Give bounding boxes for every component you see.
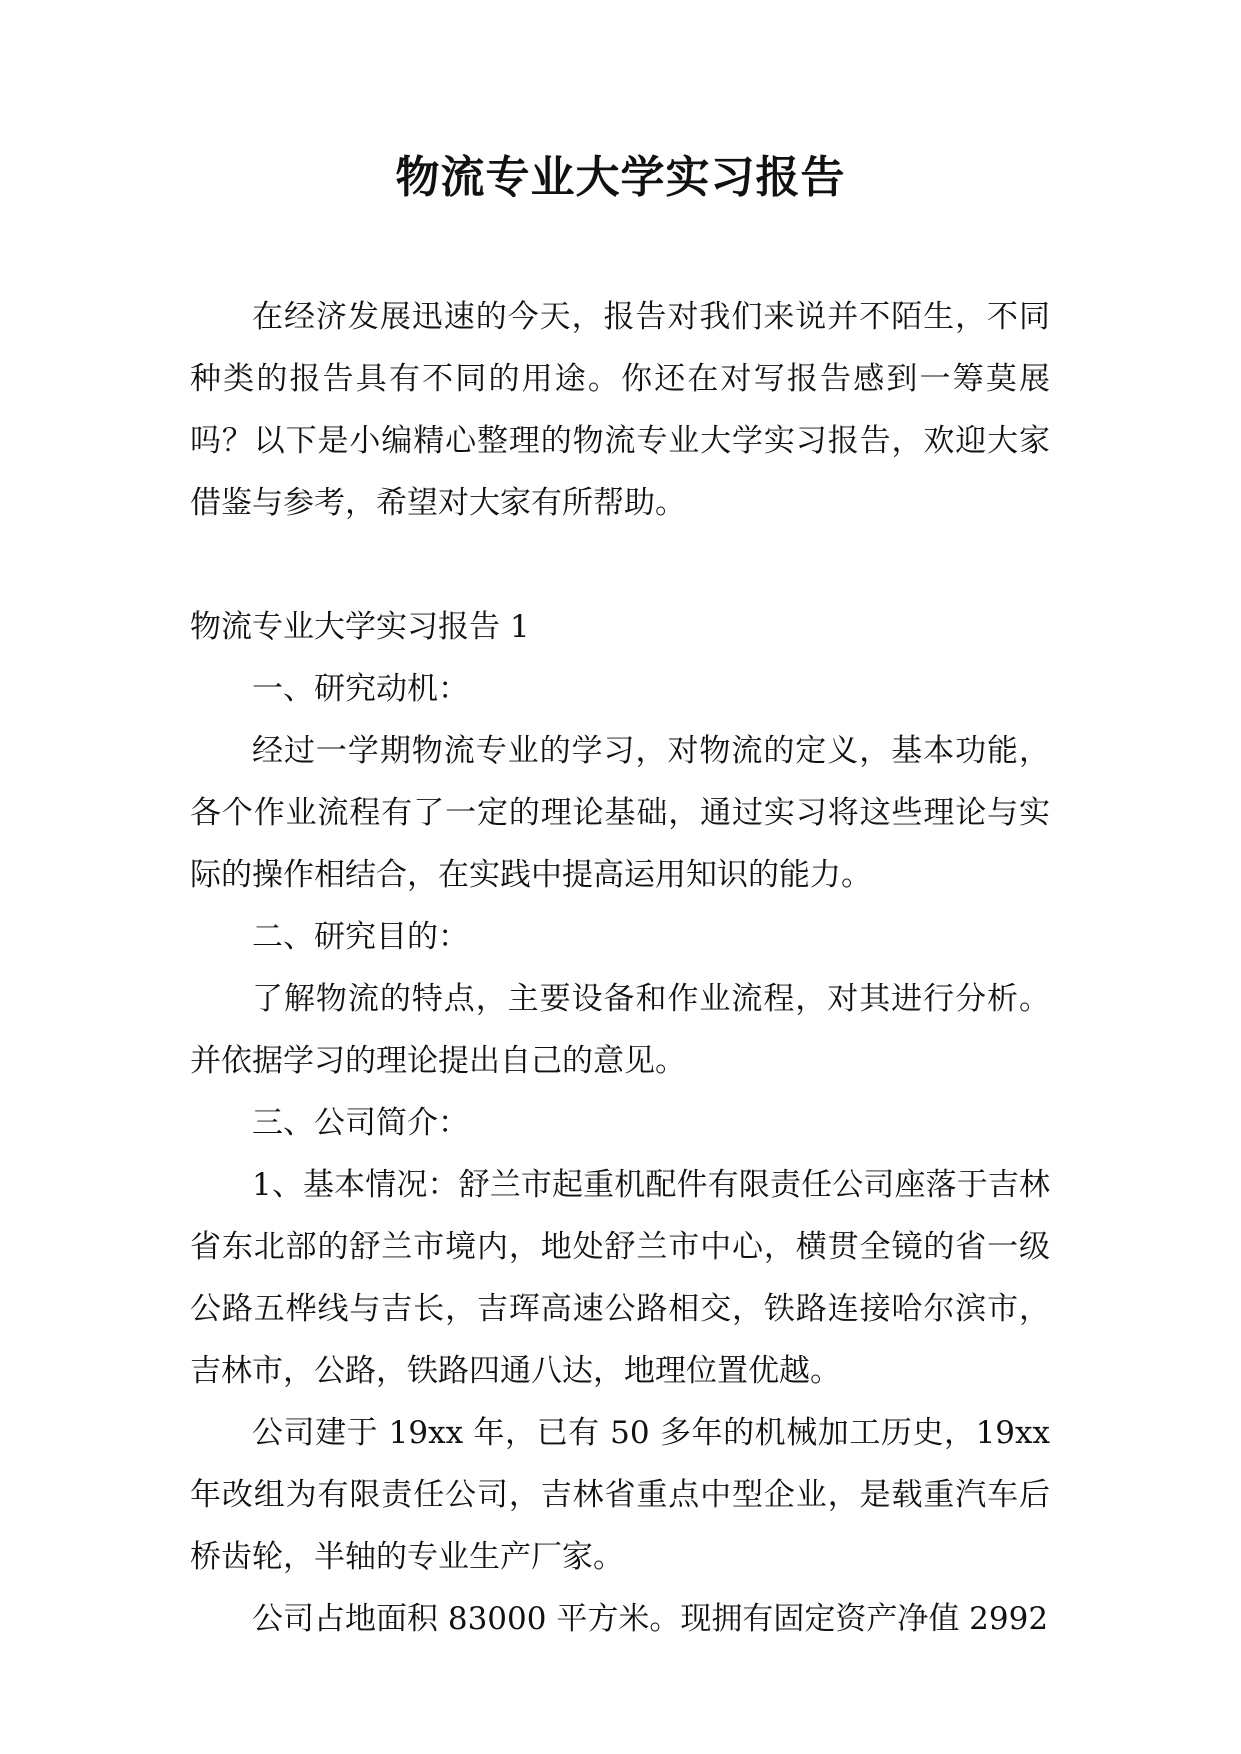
paragraph-basic-info: 1、基本情况：舒兰市起重机配件有限责任公司座落于吉林省东北部的舒兰市境内，地处舒兰市中心，横贯全镜的省一级公路五桦线与吉长，吉珲高速公路相交，铁路连接哈尔滨市，吉林市，公路，铁路四通八达，地理位置优越。 <box>190 1167 1050 1389</box>
document-title: 物流专业大学实习报告 <box>395 152 846 203</box>
heading-company-profile: 三、公司简介： <box>252 1105 469 1141</box>
paragraph-purpose: 了解物流的特点，主要设备和作业流程，对其进行分析。并依据学习的理论提出自己的意见。 <box>190 981 1050 1079</box>
heading-research-purpose: 二、研究目的： <box>252 919 469 955</box>
paragraph-spacer <box>190 534 1050 596</box>
paragraph-motivation: 经过一学期物流专业的学习，对物流的定义，基本功能，各个作业流程有了一定的理论基础，通过实习将这些理论与实际的操作相结合，在实践中提高运用知识的能力。 <box>190 733 1050 893</box>
paragraph-company-assets: 公司占地面积 83000 平方米。现拥有固定资产净值 2992 <box>252 1601 1049 1637</box>
intro-paragraph: 在经济发展迅速的今天，报告对我们来说并不陌生，不同种类的报告具有不同的用途。你还在对写报告感到一筹莫展吗？以下是小编精心整理的物流专业大学实习报告，欢迎大家借鉴与参考，希望对大家有所帮助。 <box>190 299 1050 521</box>
document-body <box>190 286 1050 1650</box>
paragraph-company-history: 公司建于 19xx 年，已有 50 多年的机械加工历史，19xx 年改组为有限责任公司，吉林省重点中型企业，是载重汽车后桥齿轮，半轴的专业生产厂家。 <box>190 1415 1050 1575</box>
heading-research-motivation: 一、研究动机： <box>252 671 469 707</box>
section-heading: 物流专业大学实习报告 1 <box>190 609 530 645</box>
